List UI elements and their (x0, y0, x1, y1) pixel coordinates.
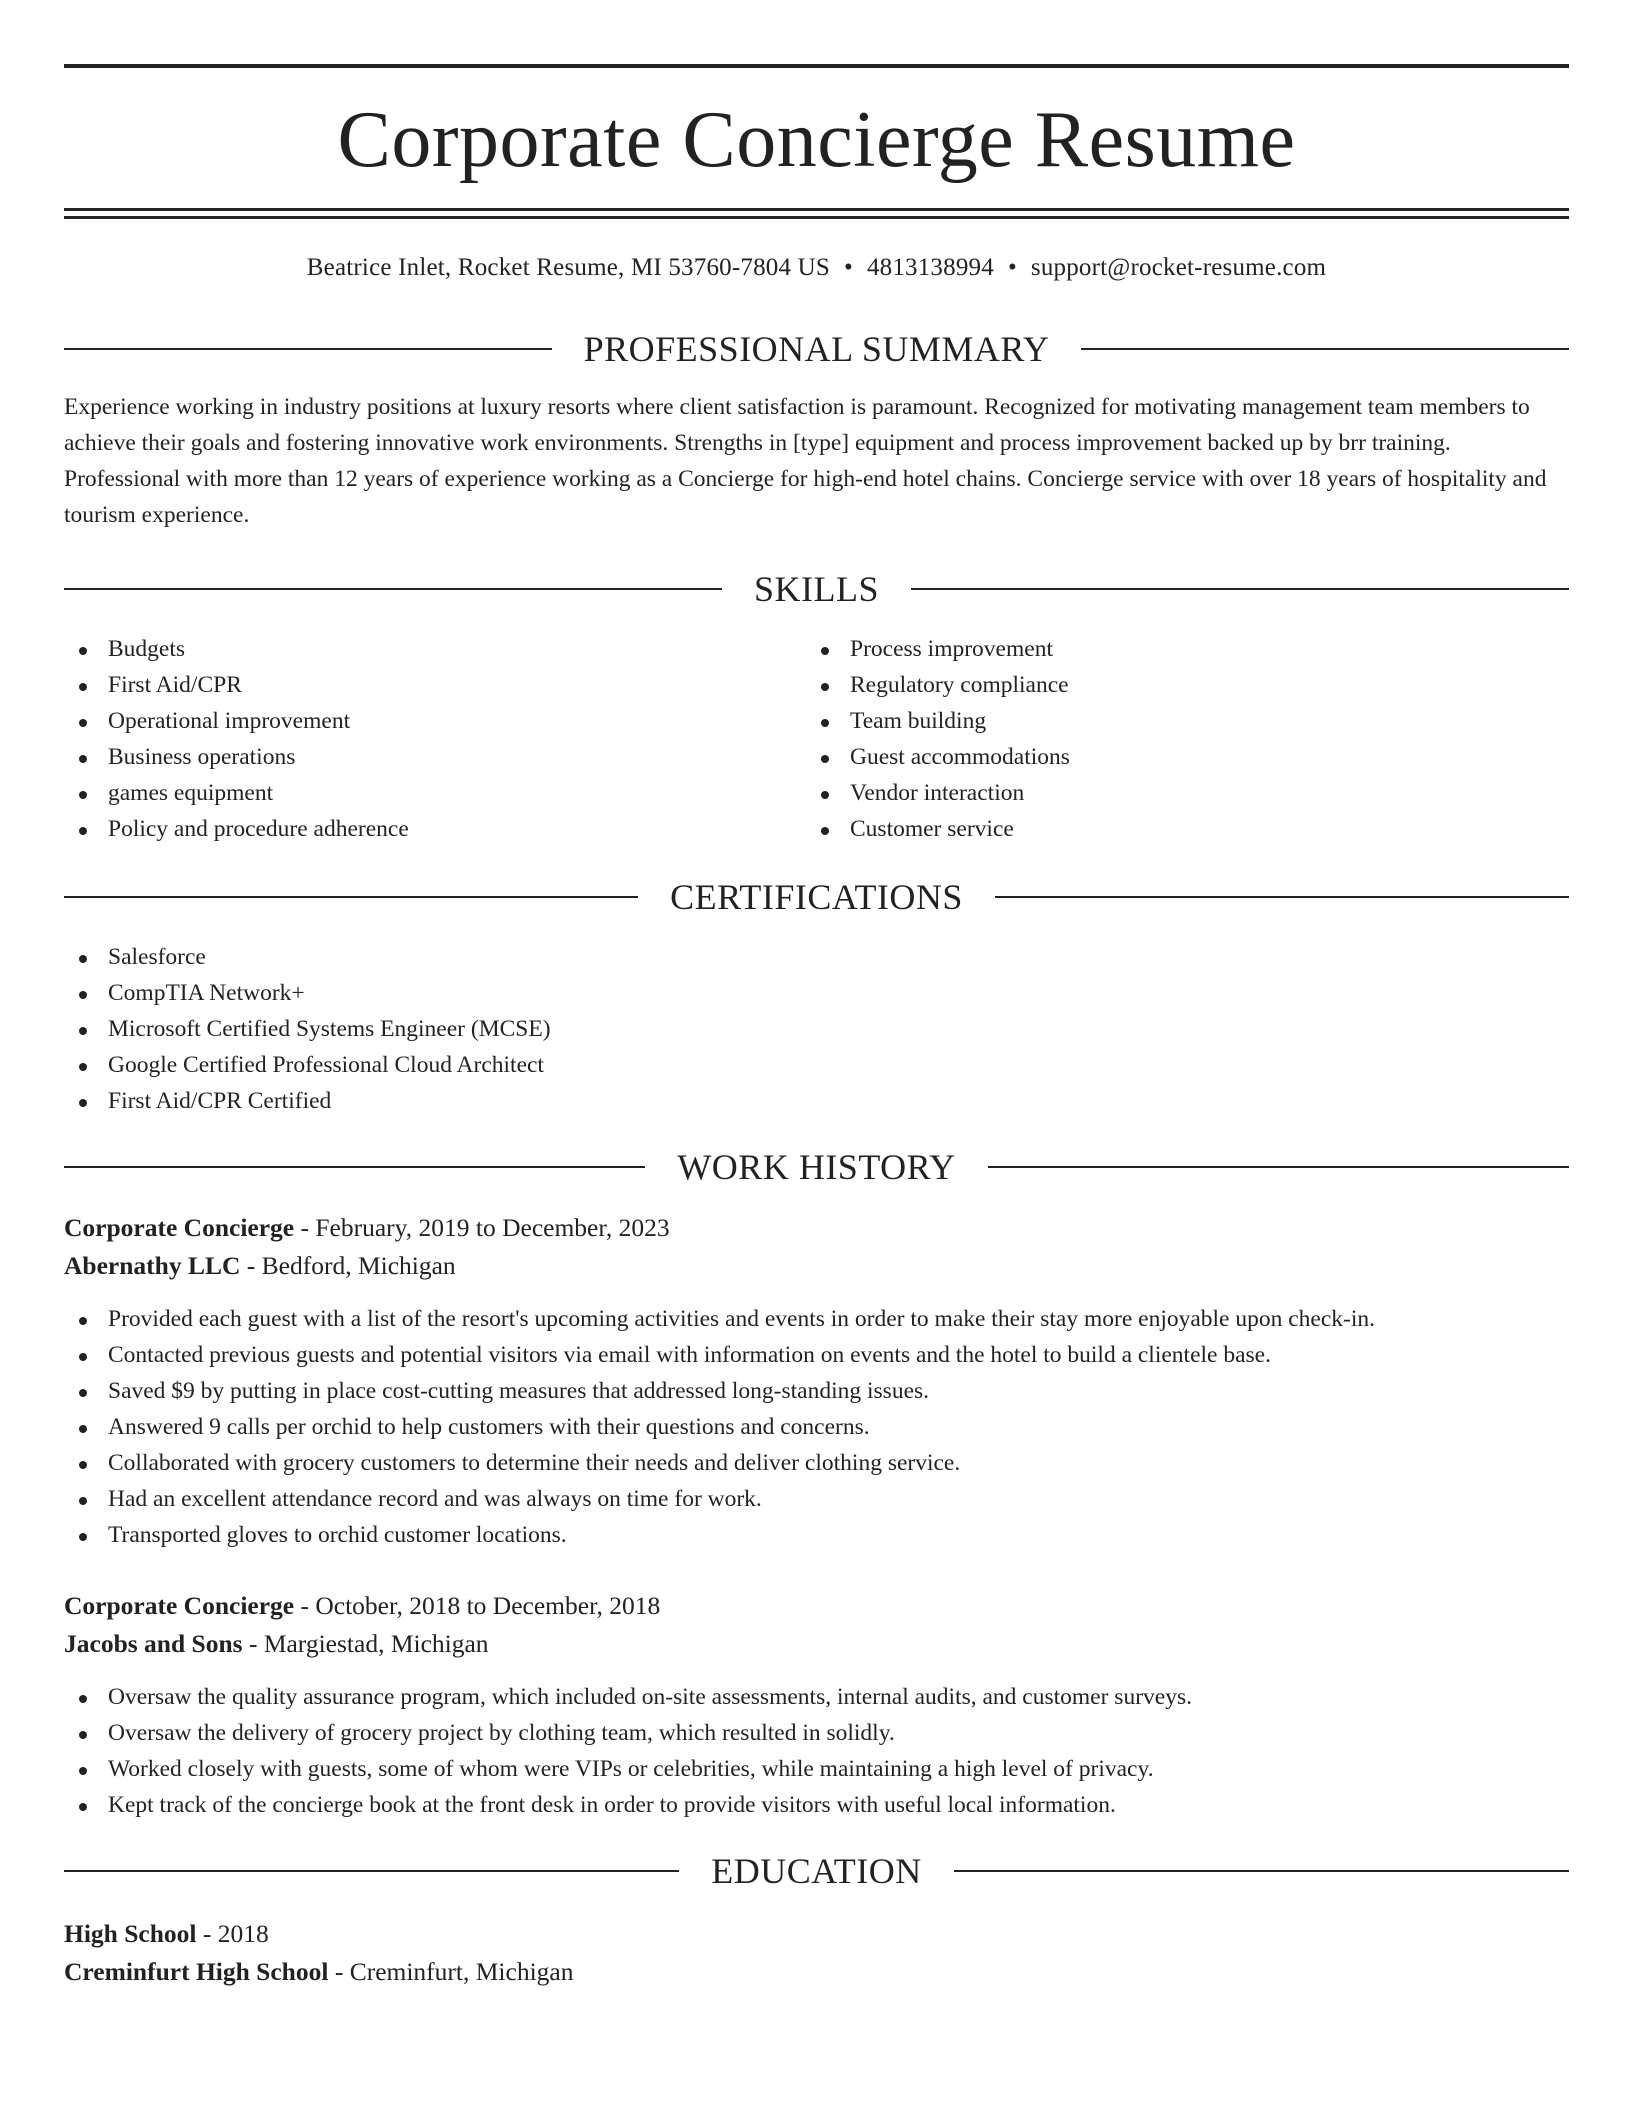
heading-rule-left (64, 1870, 679, 1872)
list-item: Had an excellent attendance record and was always on time for work. (64, 1481, 1569, 1517)
skills-heading-label: SKILLS (754, 569, 880, 609)
top-rule (64, 64, 1569, 68)
list-item: Answered 9 calls per orchid to help customers with their questions and concerns. (64, 1409, 1569, 1445)
list-item: Google Certified Professional Cloud Architect (64, 1047, 1569, 1083)
job-location: - Bedford, Michigan (240, 1251, 456, 1280)
list-item: Business operations (64, 739, 806, 775)
work-heading (64, 1147, 1569, 1187)
education-heading-label: EDUCATION (711, 1851, 922, 1891)
list-item: games equipment (64, 775, 806, 811)
list-item: Contacted previous guests and potential visitors via email with information on events and the hotel to build a clientele base. (64, 1337, 1569, 1373)
list-item: Budgets (64, 631, 806, 667)
education-degree: High School (64, 1919, 197, 1948)
job-entry (64, 1587, 1569, 1823)
list-item: CompTIA Network+ (64, 975, 1569, 1011)
heading-rule-left (64, 348, 552, 350)
list-item: Oversaw the delivery of grocery project by clothing team, which resulted in solidly. (64, 1715, 1569, 1751)
list-item: Guest accommodations (806, 739, 1548, 775)
job-company-line (64, 1247, 1569, 1285)
skills-column-left (64, 631, 806, 847)
education-school-line (64, 1953, 1569, 1991)
skills-column-right (806, 631, 1548, 847)
list-item: Operational improvement (64, 703, 806, 739)
contact-phone: 4813138994 (866, 254, 994, 281)
contact-line (64, 253, 1569, 283)
title-rule-upper (64, 208, 1569, 211)
list-item: Team building (806, 703, 1548, 739)
job-company: Jacobs and Sons (64, 1629, 243, 1658)
heading-rule-right (954, 1870, 1569, 1872)
contact-separator: • (1007, 254, 1017, 281)
certifications-heading (64, 877, 1569, 917)
education-year: - 2018 (196, 1919, 269, 1948)
job-bullets (64, 1301, 1569, 1553)
list-item: Provided each guest with a list of the resort's upcoming activities and events in order to make their stay more enjoyable upon check-in. (64, 1301, 1569, 1337)
certifications-heading-label: CERTIFICATIONS (670, 877, 963, 917)
education-location: - Creminfurt, Michigan (328, 1957, 574, 1986)
list-item: Vendor interaction (806, 775, 1548, 811)
list-item: Microsoft Certified Systems Engineer (MCSE) (64, 1011, 1569, 1047)
job-entry (64, 1209, 1569, 1553)
contact-separator: • (843, 254, 853, 281)
education-school: Creminfurt High School (64, 1957, 329, 1986)
education-degree-line (64, 1915, 1569, 1953)
list-item: Process improvement (806, 631, 1548, 667)
heading-rule-right (988, 1166, 1569, 1168)
title-rule-lower (64, 216, 1569, 219)
list-item: Kept track of the concierge book at the front desk in order to provide visitors with useful local information. (64, 1787, 1569, 1823)
list-item: Transported gloves to orchid customer locations. (64, 1517, 1569, 1553)
list-item: First Aid/CPR (64, 667, 806, 703)
education-entry (64, 1915, 1569, 1991)
list-item: Regulatory compliance (806, 667, 1548, 703)
contact-address: Beatrice Inlet, Rocket Resume, MI 53760-7804 US (306, 254, 830, 281)
heading-rule-right (995, 896, 1569, 898)
contact-email[interactable]: support@rocket-resume.com (1030, 254, 1327, 281)
list-item: Oversaw the quality assurance program, which included on-site assessments, internal audits, and customer surveys. (64, 1679, 1569, 1715)
skills-list (64, 631, 1569, 847)
skills-heading (64, 569, 1569, 609)
job-dates: - October, 2018 to December, 2018 (294, 1591, 661, 1620)
heading-rule-right (1081, 348, 1569, 350)
list-item: First Aid/CPR Certified (64, 1083, 1569, 1119)
list-item: Salesforce (64, 939, 1569, 975)
list-item: Customer service (806, 811, 1548, 847)
job-bullets (64, 1679, 1569, 1823)
job-dates: - February, 2019 to December, 2023 (294, 1213, 670, 1242)
job-location: - Margiestad, Michigan (242, 1629, 489, 1658)
list-item: Collaborated with grocery customers to determine their needs and deliver clothing service. (64, 1445, 1569, 1481)
list-item: Policy and procedure adherence (64, 811, 806, 847)
education-heading (64, 1851, 1569, 1891)
job-title: Corporate Concierge (64, 1591, 295, 1620)
certifications-list (64, 939, 1569, 1119)
page-title: Corporate Concierge Resume (337, 96, 1296, 184)
job-company-line (64, 1625, 1569, 1663)
job-company: Abernathy LLC (64, 1251, 241, 1280)
heading-rule-left (64, 588, 722, 590)
summary-heading (64, 329, 1569, 369)
list-item: Worked closely with guests, some of whom were VIPs or celebrities, while maintaining a high level of privacy. (64, 1751, 1569, 1787)
work-heading-label: WORK HISTORY (677, 1147, 956, 1187)
job-title: Corporate Concierge (64, 1213, 295, 1242)
heading-rule-left (64, 1166, 645, 1168)
summary-text: Experience working in industry positions at luxury resorts where client satisfaction is paramount. Recognized for motivating management team members to achieve their goals and fostering innovative work environments. Strengths in [type] equipment and process improvement backed up by brr training. Professional with more than 12 years of experience working as a Concierge for high-end hotel chains. Concierge service with over 18 years of hospitality and tourism experience. (64, 394, 1547, 528)
heading-rule-left (64, 896, 638, 898)
heading-rule-right (911, 588, 1569, 590)
job-title-line (64, 1587, 1569, 1625)
list-item: Saved $9 by putting in place cost-cutting measures that addressed long-standing issues. (64, 1373, 1569, 1409)
job-title-line (64, 1209, 1569, 1247)
summary-heading-label: PROFESSIONAL SUMMARY (583, 329, 1050, 369)
